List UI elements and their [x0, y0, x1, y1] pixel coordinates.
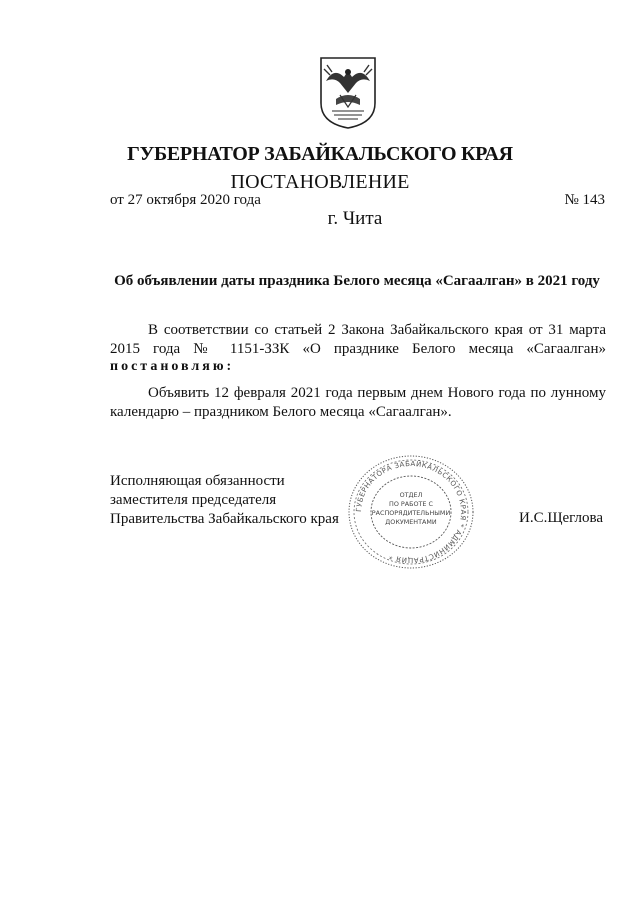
decree-word: постановляю: [110, 359, 235, 374]
document-heading: Об объявлении даты праздника Белого месяца «Сагаалган» в 2021 году [114, 273, 600, 289]
document-number: № 143 [564, 192, 605, 208]
signer-position-line-2: заместителя председателя [110, 492, 277, 508]
preamble-paragraph: В соответствии со статьей 2 Закона Забайкальского края от 31 марта 2015 года № 1151-ЗЗК «О празднике Белого месяца «Сагаалган» [110, 322, 606, 357]
issuer-title: ГУБЕРНАТОР ЗАБАЙКАЛЬСКОГО КРАЯ [127, 143, 513, 165]
decree-paragraph: Объявить 12 февраля 2021 года первым днем Нового года по лунному календарю – праздником Белого месяца «Сагаалган». [110, 385, 606, 420]
stamp-ring-text: ГУБЕРНАТОРА ЗАБАЙКАЛЬСКОГО КРАЯ * АДМИНИСТРАЦИЯ * [354, 459, 468, 565]
signer-position-line-3: Правительства Забайкальского края [110, 511, 339, 527]
stamp-center-line: РАСПОРЯДИТЕЛЬНЫМИ [371, 509, 451, 517]
official-stamp [346, 453, 476, 571]
document-city: г. Чита [327, 208, 383, 229]
stamp-center-line: ДОКУМЕНТАМИ [385, 518, 437, 526]
coat-of-arms-emblem [318, 55, 378, 130]
stamp-center-line: ОТДЕЛ [399, 491, 423, 499]
document-date: от 27 октября 2020 года [110, 192, 261, 208]
document-type: ПОСТАНОВЛЕНИЕ [230, 171, 410, 193]
signer-name: И.С.Щеглова [519, 510, 604, 526]
signer-position-line-1: Исполняющая обязанности [110, 473, 285, 489]
stamp-center-line: ПО РАБОТЕ С [389, 500, 433, 508]
